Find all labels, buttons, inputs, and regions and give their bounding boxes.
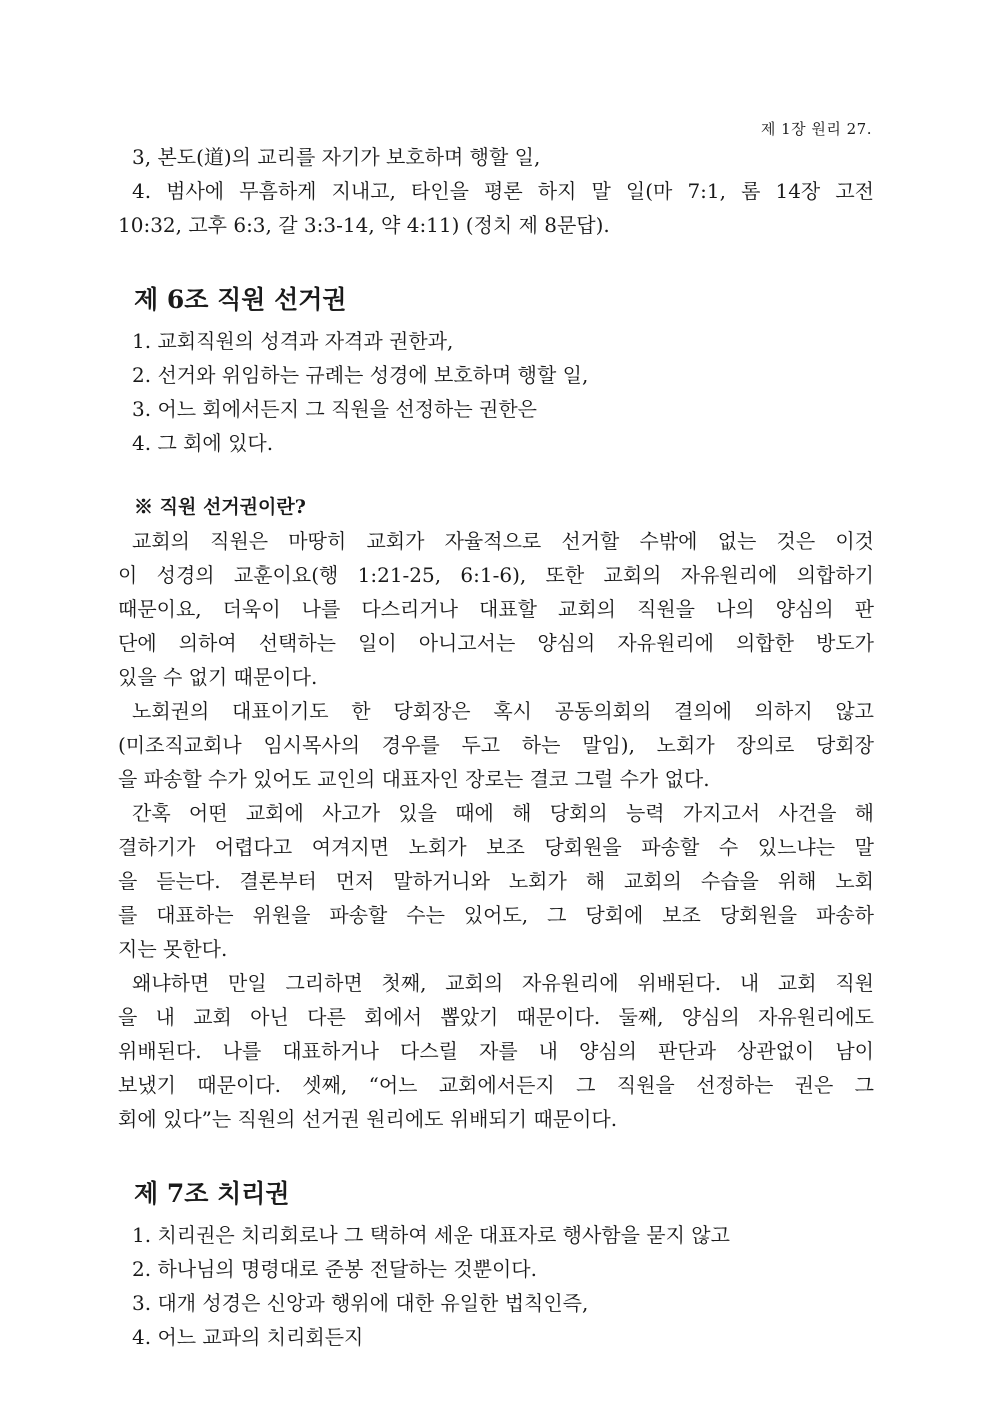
commentary-heading: ※ 직원 선거권이란?	[134, 496, 306, 518]
article-6-item-3: 3. 어느 회에서든지 그 직원을 선정하는 권한은	[132, 397, 537, 421]
article-6-item-2: 2. 선거와 위임하는 규례는 성경에 보호하며 행할 일,	[132, 363, 589, 387]
spacer	[118, 460, 874, 490]
article-7-heading: 제 7조 치리권	[134, 1179, 290, 1208]
article-6-heading: 제 6조 직원 선거권	[134, 285, 347, 314]
paragraph-line: 단에 의하여 선택하는 일이 아니고서는 양심의 자유원리에 의합한 방도가	[118, 631, 874, 655]
paragraph-line: 회에 있다”는 직원의 선거권 원리에도 위배되기 때문이다.	[118, 1107, 618, 1131]
commentary-paragraph-2	[118, 694, 874, 796]
paragraph-line: 을 듣는다. 결론부터 먼저 말하거니와 노회가 해 교회의 수습을 위해 노회	[118, 869, 874, 893]
paragraph-line: 있을 수 없기 때문이다.	[118, 665, 318, 689]
paragraph-line: 이 성경의 교훈이요(행 1:21-25, 6:1-6), 또한 교회의 자유원리에 의합하기	[118, 563, 874, 587]
spacer	[118, 1136, 874, 1174]
article-7-item-3: 3. 대개 성경은 신앙과 행위에 대한 유일한 법칙인즉,	[132, 1291, 589, 1315]
paragraph-line: 교회의 직원은 마땅히 교회가 자율적으로 선거할 수밖에 없는 것은 이것	[132, 529, 874, 553]
paragraph-line: 을 내 교회 아닌 다른 회에서 뽑았기 때문이다. 둘째, 양심의 자유원리에도	[118, 1005, 874, 1029]
intro-item-3: 3, 본도(道)의 교리를 자기가 보호하며 행할 일,	[132, 145, 541, 169]
paragraph-line: 때문이요, 더욱이 나를 다스리거나 대표할 교회의 직원을 나의 양심의 판	[118, 597, 874, 621]
article-7-item-1: 1. 치리권은 치리회로나 그 택하여 세운 대표자로 행사함을 묻지 않고	[132, 1223, 730, 1247]
spacer	[118, 242, 874, 280]
paragraph-line: 지는 못한다.	[118, 937, 228, 961]
article-7-item-4: 4. 어느 교파의 치리회든지	[132, 1325, 364, 1349]
article-7-item-2: 2. 하나님의 명령대로 준봉 전달하는 것뿐이다.	[132, 1257, 537, 1281]
paragraph-line: 왜냐하면 만일 그리하면 첫째, 교회의 자유원리에 위배된다. 내 교회 직원	[132, 971, 874, 995]
paragraph-line: (미조직교회나 임시목사의 경우를 두고 하는 말임), 노회가 장의로 당회장	[118, 733, 874, 757]
intro-item-4: 4. 범사에 무흠하게 지내고, 타인을 평론 하지 말 일(마 7:1, 롬 14장 고전	[132, 179, 874, 203]
paragraph-line: 을 파송할 수가 있어도 교인의 대표자인 장로는 결코 그럴 수가 없다.	[118, 767, 710, 791]
paragraph-line: 위배된다. 나를 대표하거나 다스릴 자를 내 양심의 판단과 상관없이 남이	[118, 1039, 874, 1063]
paragraph-line: 를 대표하는 위원을 파송할 수는 있어도, 그 당회에 보조 당회원을 파송하	[118, 903, 874, 927]
article-6-item-1: 1. 교회직원의 성격과 자격과 권한과,	[132, 329, 454, 353]
paragraph-line: 보냈기 때문이다. 셋째, “어느 교회에서든지 그 직원을 선정하는 권은 그	[118, 1073, 874, 1097]
commentary-paragraph-1	[118, 524, 874, 694]
running-header: 제 1장 원리 27.	[760, 120, 872, 138]
paragraph-line: 노회권의 대표이기도 한 당회장은 혹시 공동의회의 결의에 의하지 않고	[132, 699, 874, 723]
article-6-item-4: 4. 그 회에 있다.	[132, 431, 274, 455]
intro-item-4-continuation: 10:32, 고후 6:3, 갈 3:3-14, 약 4:11) (정치 제 8문답).	[118, 213, 610, 237]
page-content	[118, 140, 874, 1354]
paragraph-line: 결하기가 어렵다고 여겨지면 노회가 보조 당회원을 파송할 수 있느냐는 말	[118, 835, 874, 859]
commentary-paragraph-4	[118, 966, 874, 1136]
paragraph-line: 간혹 어떤 교회에 사고가 있을 때에 해 당회의 능력 가지고서 사건을 해	[132, 801, 874, 825]
commentary-paragraph-3	[118, 796, 874, 966]
